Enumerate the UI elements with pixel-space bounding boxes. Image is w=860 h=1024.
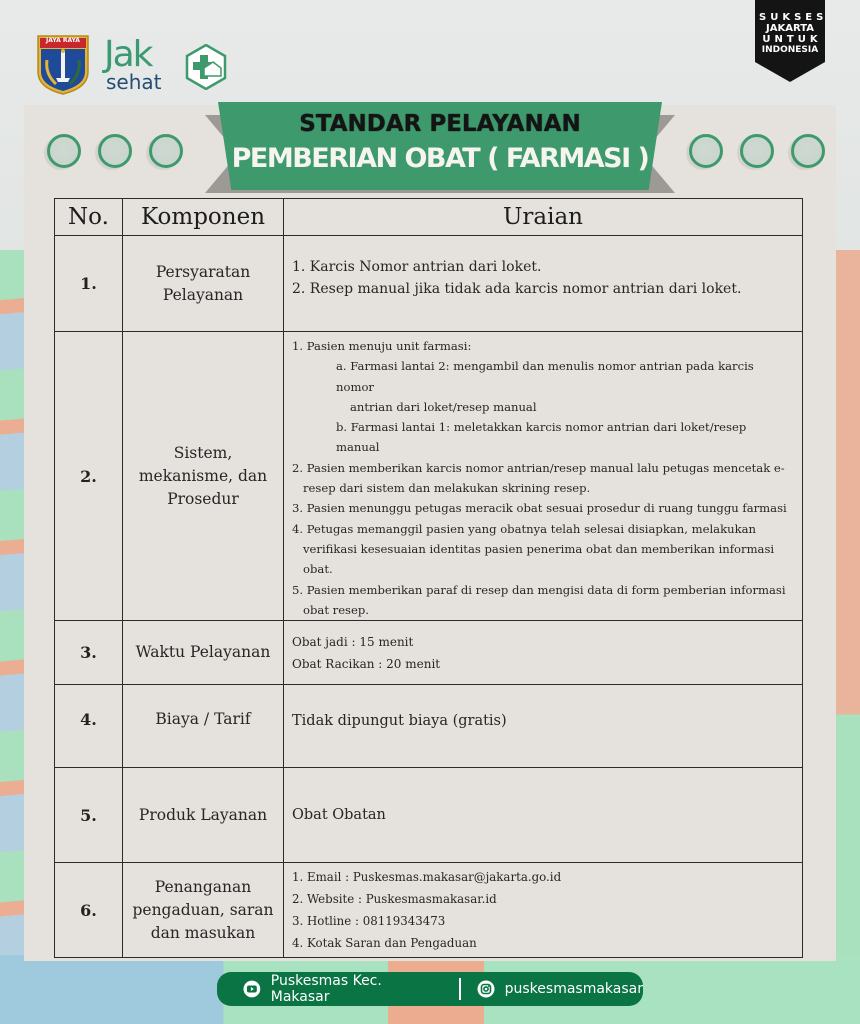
- decorative-circle-icon: [740, 134, 774, 168]
- decorative-circle-icon: [149, 134, 183, 168]
- youtube-icon: [243, 980, 261, 998]
- sukses-jakarta-badge: [755, 0, 828, 82]
- decorative-circle-icon: [791, 134, 825, 168]
- uraian-item: 1. Karcis Nomor antrian dari loket.: [292, 258, 542, 275]
- uraian-subitem-text: a. Farmasi lantai 2: mengambil dan menulis nomor antrian pada karcis nomor: [336, 359, 754, 394]
- service-standard-table: [54, 198, 803, 958]
- jakarta-coat-of-arms-logo: [36, 34, 90, 96]
- row-komponen: [123, 236, 284, 332]
- uraian-item: 4. Kotak Saran dan Pengaduan: [292, 936, 477, 951]
- youtube-link[interactable]: [243, 973, 443, 1005]
- uraian-subitem: [292, 356, 792, 417]
- instagram-link[interactable]: [477, 980, 643, 998]
- komponen-line: Pelayanan: [162, 285, 244, 304]
- footer-divider: [459, 978, 461, 1000]
- row-number: 5.: [55, 768, 123, 863]
- row-number: 4.: [55, 685, 123, 768]
- table-row: [55, 236, 803, 332]
- instagram-handle-label: puskesmasmakasar: [504, 981, 643, 997]
- badge-line-3: UNTUK: [762, 34, 822, 45]
- coat-of-arms-banner-text: JAYA RAYA: [46, 37, 80, 44]
- uraian-item: 2. Resep manual jika tidak ada karcis nomor antrian dari loket.: [292, 280, 742, 297]
- uraian-item: 5. Pasien memberikan paraf di resep dan mengisi data di form pemberian informasi obat resep.: [292, 582, 786, 617]
- youtube-channel-label: Puskesmas Kec. Makasar: [270, 973, 382, 1005]
- row-komponen: Produk Layanan: [123, 768, 284, 863]
- uraian-item: 3. Pasien menunggu petugas meracik obat sesuai prosedur di ruang tunggu farmasi: [292, 501, 787, 516]
- row-number: 1.: [55, 236, 123, 332]
- jaksehat-logo-sehat: sehat: [106, 70, 162, 94]
- jaksehat-logo-jak: Jak: [104, 34, 152, 75]
- header-komponen: Komponen: [123, 199, 284, 236]
- health-cross-house-icon: [185, 44, 227, 90]
- uraian-subitem: b. Farmasi lantai 1: meletakkan karcis nomor antrian dari loket/resep manual: [336, 420, 747, 455]
- row-komponen: [123, 863, 284, 958]
- table-row: [55, 685, 803, 768]
- uraian-item: 4. Petugas memanggil pasien yang obatnya telah selesai disiapkan, melakukan verifikasi kesesuaian identitas pasien penerima obat dan memberikan informasi obat.: [292, 521, 775, 577]
- decorative-circle-icon: [47, 134, 81, 168]
- jaksehat-logo: [104, 34, 178, 94]
- komponen-line: Prosedur: [167, 489, 239, 508]
- row-komponen: Waktu Pelayanan: [123, 621, 284, 685]
- table-row: [55, 768, 803, 863]
- komponen-line: pengaduan, saran: [132, 900, 274, 919]
- uraian-item: 1. Email : Puskesmas.makasar@jakarta.go.id: [292, 870, 562, 885]
- row-komponen: [123, 332, 284, 621]
- uraian-item: 3. Hotline : 08119343473: [292, 914, 446, 929]
- row-uraian: [284, 863, 803, 958]
- badge-line-1: SUKSES: [759, 12, 828, 23]
- row-number: 6.: [55, 863, 123, 958]
- row-uraian: [284, 332, 803, 621]
- decorative-circle-icon: [689, 134, 723, 168]
- table-row: [55, 332, 803, 621]
- decorative-dots-right: [689, 134, 825, 168]
- decorative-dots-left: [47, 134, 183, 168]
- uraian-item: Obat jadi : 15 menit: [292, 634, 414, 649]
- row-number: 2.: [55, 332, 123, 621]
- badge-line-2: JAKARTA: [766, 23, 814, 34]
- komponen-line: mekanisme, dan: [138, 466, 268, 485]
- uraian-item: 2. Website : Puskesmasmakasar.id: [292, 892, 497, 907]
- row-uraian: Obat Obatan: [284, 768, 803, 863]
- row-uraian: Tidak dipungut biaya (gratis): [284, 685, 803, 768]
- uraian-item: 1. Pasien menuju unit farmasi:: [292, 339, 472, 353]
- row-uraian: [284, 621, 803, 685]
- decorative-circle-icon: [98, 134, 132, 168]
- table-row: [55, 863, 803, 958]
- row-uraian: [284, 236, 803, 332]
- header-uraian: Uraian: [284, 199, 803, 236]
- table-header-row: [55, 199, 803, 236]
- badge-line-4: INDONESIA: [761, 45, 819, 55]
- row-komponen: Biaya / Tarif: [123, 685, 284, 768]
- page-title-line-2: PEMBERIAN OBAT ( FARMASI ): [231, 143, 649, 174]
- uraian-item: Obat Racikan : 20 menit: [292, 656, 441, 671]
- health-ministry-logo: [185, 44, 227, 90]
- table-row: [55, 621, 803, 685]
- komponen-line: dan masukan: [150, 923, 256, 942]
- komponen-line: Penanganan: [154, 877, 252, 896]
- social-footer: [217, 972, 643, 1006]
- header-no: No.: [55, 199, 123, 236]
- instagram-icon: [477, 980, 495, 998]
- uraian-subitem-text: antrian dari loket/resep manual: [350, 399, 537, 414]
- row-number: 3.: [55, 621, 123, 685]
- komponen-line: Sistem,: [173, 443, 233, 462]
- page-title-line-1: STANDAR PELAYANAN: [299, 111, 581, 137]
- uraian-item: 2. Pasien memberikan karcis nomor antrian/resep manual lalu petugas mencetak e-resep dari sistem dan melakukan skrining resep.: [292, 460, 785, 496]
- komponen-line: Persyaratan: [155, 262, 251, 281]
